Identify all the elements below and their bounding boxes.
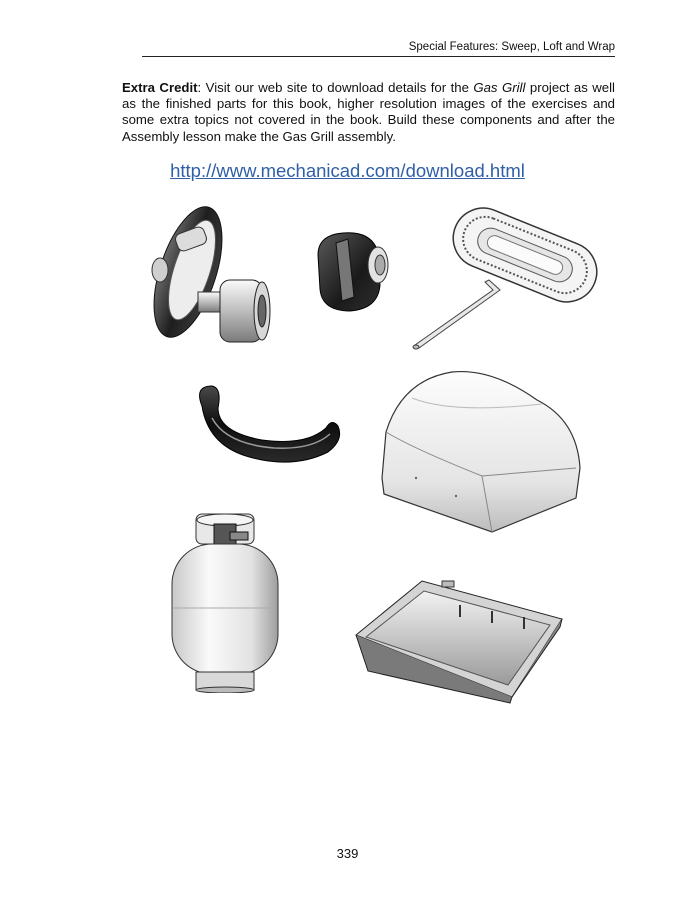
page-number: 339	[336, 846, 359, 861]
paragraph-text-2: project as well as the finished parts for this book, higher resolution images of the exercises and some extra topics not covered in the book. Build these components and after the Assembly lesson make the Gas Grill assembly.	[122, 80, 615, 144]
valve-with-flange-illustration	[140, 200, 280, 355]
extra-credit-paragraph	[122, 80, 615, 145]
running-header: Special Features: Sweep, Loft and Wrap	[408, 41, 615, 53]
grill-base-tray-illustration	[352, 575, 567, 705]
download-link[interactable]: http://www.mechanicad.com/download.html	[170, 160, 525, 181]
paragraph-text-1: : Visit our web site to download details for the	[197, 80, 474, 95]
handle-illustration	[182, 378, 352, 466]
header-rule	[142, 56, 615, 57]
extra-credit-lead: Extra Credit	[122, 80, 198, 95]
gas-grill-italic: Gas Grill	[473, 80, 526, 95]
grill-lid-illustration	[372, 368, 587, 538]
propane-tank-illustration	[170, 508, 280, 693]
burner-with-tube-illustration	[405, 200, 610, 355]
control-knob-illustration	[308, 225, 393, 317]
